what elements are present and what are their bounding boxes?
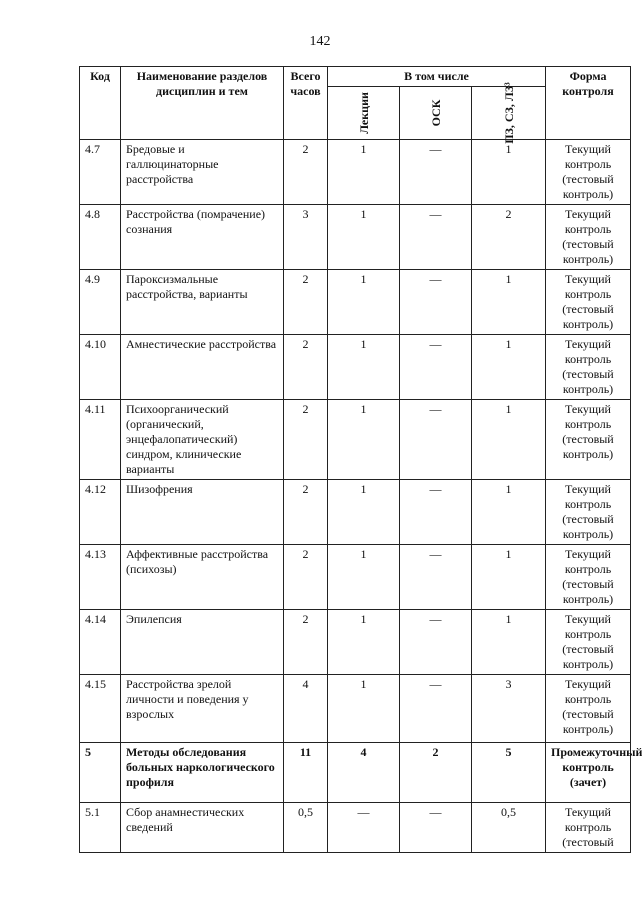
header-total: Всего часов bbox=[284, 67, 328, 140]
table-row bbox=[80, 743, 631, 803]
table-row bbox=[80, 335, 631, 400]
row-code: 4.10 bbox=[80, 335, 121, 400]
table-row bbox=[80, 270, 631, 335]
row-total: 2 bbox=[284, 335, 328, 400]
row-lectures: 1 bbox=[328, 270, 400, 335]
row-code: 4.8 bbox=[80, 205, 121, 270]
curriculum-table bbox=[79, 66, 642, 853]
row-code: 4.14 bbox=[80, 610, 121, 675]
row-lectures: 1 bbox=[328, 610, 400, 675]
row-total: 2 bbox=[284, 480, 328, 545]
row-title: Эпилепсия bbox=[121, 610, 284, 675]
row-total: 2 bbox=[284, 400, 328, 480]
row-code: 4.9 bbox=[80, 270, 121, 335]
page-number: 142 bbox=[309, 34, 331, 49]
row-lectures: 1 bbox=[328, 675, 400, 743]
row-osk: — bbox=[400, 270, 472, 335]
table-row bbox=[80, 205, 631, 270]
row-control: Текущий контроль (тестовый контроль) bbox=[546, 675, 631, 743]
row-pz: 1 bbox=[472, 270, 546, 335]
row-osk: — bbox=[400, 480, 472, 545]
row-pz: 1 bbox=[472, 335, 546, 400]
row-control: Текущий контроль (тестовый контроль) bbox=[546, 400, 631, 480]
row-title: Шизофрения bbox=[121, 480, 284, 545]
header-title: Наименование разделов дисциплин и тем bbox=[121, 67, 284, 140]
row-pz: 1 bbox=[472, 545, 546, 610]
row-osk: — bbox=[400, 545, 472, 610]
row-osk: — bbox=[400, 205, 472, 270]
row-control: Промежуточный контроль (зачет) bbox=[546, 743, 631, 803]
row-lectures: 1 bbox=[328, 205, 400, 270]
row-code: 4.13 bbox=[80, 545, 121, 610]
row-pz: 1 bbox=[472, 400, 546, 480]
row-control: Текущий контроль (тестовый контроль) bbox=[546, 140, 631, 205]
table-row bbox=[80, 610, 631, 675]
row-lectures: 1 bbox=[328, 140, 400, 205]
row-total: 0,5 bbox=[284, 803, 328, 853]
row-control: Текущий контроль (тестовый контроль) bbox=[546, 610, 631, 675]
row-code: 4.7 bbox=[80, 140, 121, 205]
row-osk: 2 bbox=[400, 743, 472, 803]
row-total: 2 bbox=[284, 610, 328, 675]
row-title: Бредовые и галлюцинаторные расстройства bbox=[121, 140, 284, 205]
table-row bbox=[80, 675, 631, 743]
row-pz: 5 bbox=[472, 743, 546, 803]
row-control: Текущий контроль (тестовый контроль) bbox=[546, 545, 631, 610]
row-code: 4.15 bbox=[80, 675, 121, 743]
row-title: Амнестические расстройства bbox=[121, 335, 284, 400]
table-row bbox=[80, 480, 631, 545]
row-lectures: 1 bbox=[328, 400, 400, 480]
row-title: Методы обследования больных наркологического профиля bbox=[121, 743, 284, 803]
header-pz: ПЗ, СЗ, ЛЗ³ bbox=[472, 87, 546, 140]
row-control: Текущий контроль (тестовый контроль) bbox=[546, 270, 631, 335]
row-pz: 2 bbox=[472, 205, 546, 270]
row-pz: 1 bbox=[472, 480, 546, 545]
row-title: Расстройства (помрачение) сознания bbox=[121, 205, 284, 270]
row-total: 11 bbox=[284, 743, 328, 803]
row-total: 2 bbox=[284, 270, 328, 335]
header-code: Код bbox=[80, 67, 121, 140]
row-control: Текущий контроль (тестовый контроль) bbox=[546, 205, 631, 270]
table-row bbox=[80, 400, 631, 480]
table-row bbox=[80, 803, 631, 853]
row-code: 4.11 bbox=[80, 400, 121, 480]
row-lectures: 1 bbox=[328, 480, 400, 545]
row-title: Психоорганический (органический, энцефалопатический) синдром, клинические варианты bbox=[121, 400, 284, 480]
row-control: Текущий контроль (тестовый bbox=[546, 803, 631, 853]
row-code: 5.1 bbox=[80, 803, 121, 853]
row-pz: 3 bbox=[472, 675, 546, 743]
row-total: 2 bbox=[284, 545, 328, 610]
header-osk: ОСК bbox=[400, 87, 472, 140]
row-lectures: 1 bbox=[328, 545, 400, 610]
header-including: В том числе bbox=[328, 67, 546, 87]
row-lectures: 1 bbox=[328, 335, 400, 400]
row-lectures: — bbox=[328, 803, 400, 853]
row-pz: 1 bbox=[472, 610, 546, 675]
row-osk: — bbox=[400, 675, 472, 743]
row-title: Сбор анамнестических сведений bbox=[121, 803, 284, 853]
row-osk: — bbox=[400, 335, 472, 400]
row-title: Аффективные расстройства (психозы) bbox=[121, 545, 284, 610]
row-total: 4 bbox=[284, 675, 328, 743]
row-control: Текущий контроль (тестовый контроль) bbox=[546, 335, 631, 400]
row-total: 2 bbox=[284, 140, 328, 205]
row-code: 4.12 bbox=[80, 480, 121, 545]
row-lectures: 4 bbox=[328, 743, 400, 803]
row-title: Пароксизмальные расстройства, варианты bbox=[121, 270, 284, 335]
header-lectures: Лекции bbox=[328, 87, 400, 140]
row-title: Расстройства зрелой личности и поведения у взрослых bbox=[121, 675, 284, 743]
row-pz: 1 bbox=[472, 140, 546, 205]
table-row bbox=[80, 140, 631, 205]
row-code: 5 bbox=[80, 743, 121, 803]
row-osk: — bbox=[400, 140, 472, 205]
row-total: 3 bbox=[284, 205, 328, 270]
row-control: Текущий контроль (тестовый контроль) bbox=[546, 480, 631, 545]
row-osk: — bbox=[400, 803, 472, 853]
row-osk: — bbox=[400, 400, 472, 480]
table-row bbox=[80, 545, 631, 610]
row-pz: 0,5 bbox=[472, 803, 546, 853]
header-control: Форма контроля bbox=[546, 67, 631, 140]
row-osk: — bbox=[400, 610, 472, 675]
